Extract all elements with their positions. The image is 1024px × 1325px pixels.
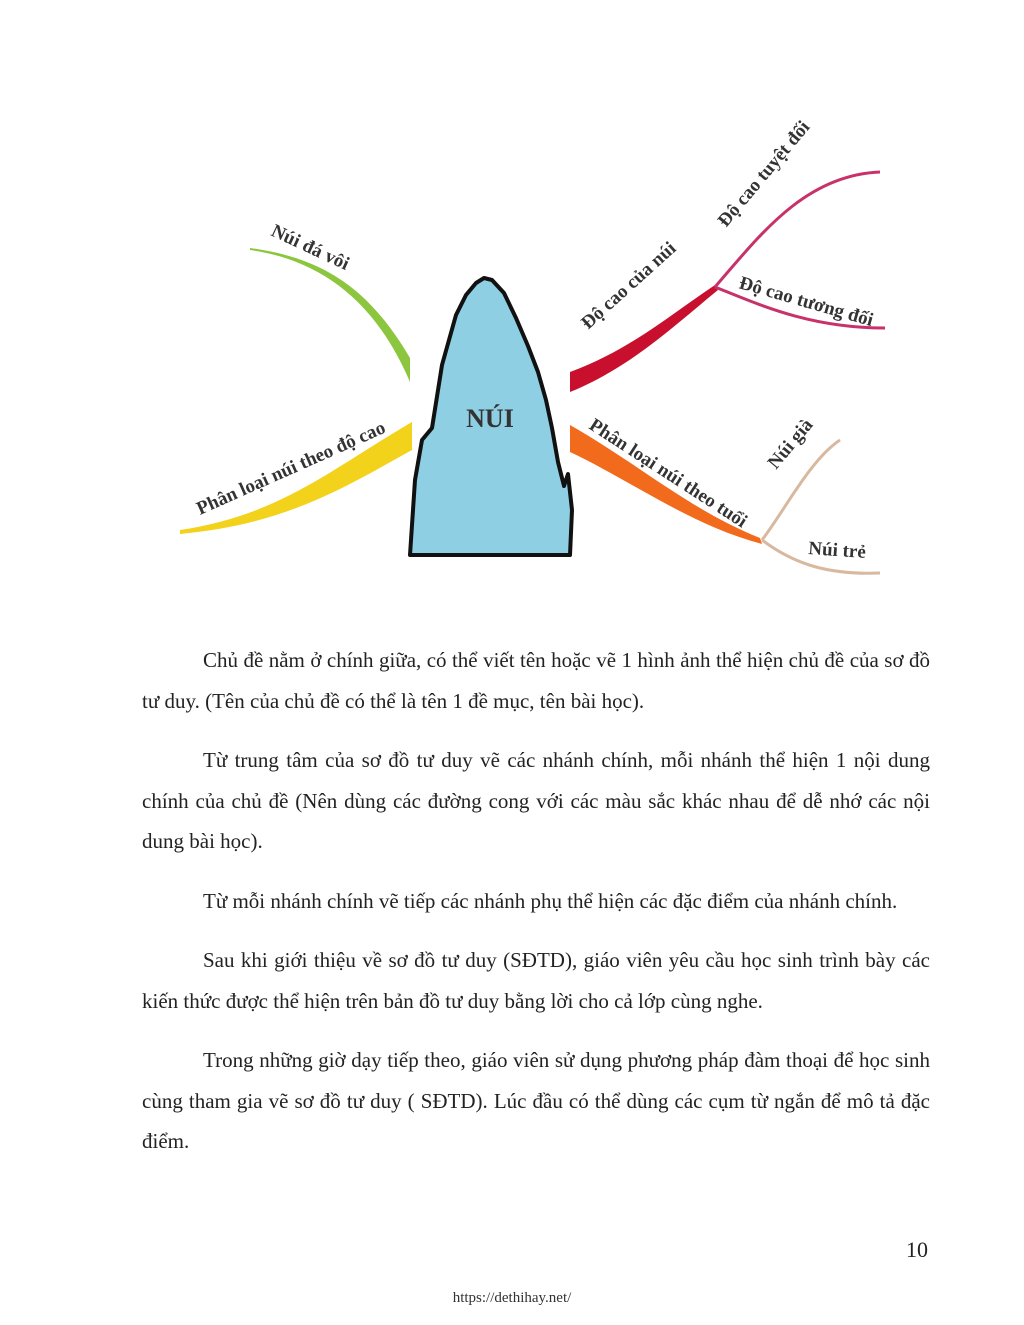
branch-label-nui-da-voi: Núi đá vôi <box>267 220 353 275</box>
paragraph-3: Từ mỗi nhánh chính vẽ tiếp các nhánh phụ thể hiện các đặc điểm của nhánh chính. <box>203 888 898 913</box>
paragraph-1: Chủ đề nằm ở chính giữa, có thể viết tên hoặc vẽ 1 hình ảnh thể hiện chủ đề của sơ đồ tư duy. (Tên của chủ đề có thể là tên 1 đề mục, tên bài học). <box>142 648 930 713</box>
paragraph-5: Trong những giờ dạy tiếp theo, giáo viên sử dụng phương pháp đàm thoại để học sinh cùng tham gia vẽ sơ đồ tư duy ( SĐTD). Lúc đầu có thể dùng các cụm từ ngắn để mô tả đặc điểm. <box>142 1048 930 1153</box>
branch-crimson <box>570 285 718 392</box>
sub-label-do-cao-tuyet-doi: Độ cao tuyệt đối <box>713 117 815 232</box>
body-text <box>142 640 930 1181</box>
branch-label-phan-loai-tuoi: Phân loại núi theo tuổi <box>585 414 751 533</box>
branch-label-do-cao-cua-nui: Độ cao của núi <box>577 237 681 334</box>
page-number: 10 <box>906 1237 928 1262</box>
sub-label-nui-gia: Núi già <box>763 414 818 474</box>
mind-map-figure <box>160 110 900 600</box>
mind-map-svg <box>160 110 900 600</box>
footer-url[interactable]: https://dethihay.net/ <box>452 1290 572 1306</box>
sub-label-nui-tre: Núi trẻ <box>807 538 867 563</box>
center-topic-label: NÚI <box>466 404 514 433</box>
branch-label-phan-loai-do-cao: Phân loại núi theo độ cao <box>193 417 389 520</box>
sub-label-do-cao-tuong-doi: Độ cao tương đối <box>736 272 876 332</box>
paragraph-4: Sau khi giới thiệu về sơ đồ tư duy (SĐTD), giáo viên yêu cầu học sinh trình bày các kiến thức được thể hiện trên bản đồ tư duy bằng lời cho cả lớp cùng nghe. <box>142 948 930 1013</box>
paragraph-2: Từ trung tâm của sơ đồ tư duy vẽ các nhánh chính, mỗi nhánh thể hiện 1 nội dung chính của chủ đề (Nên dùng các đường cong với các màu sắc khác nhau để dễ nhớ các nội dung bài học). <box>142 748 930 853</box>
